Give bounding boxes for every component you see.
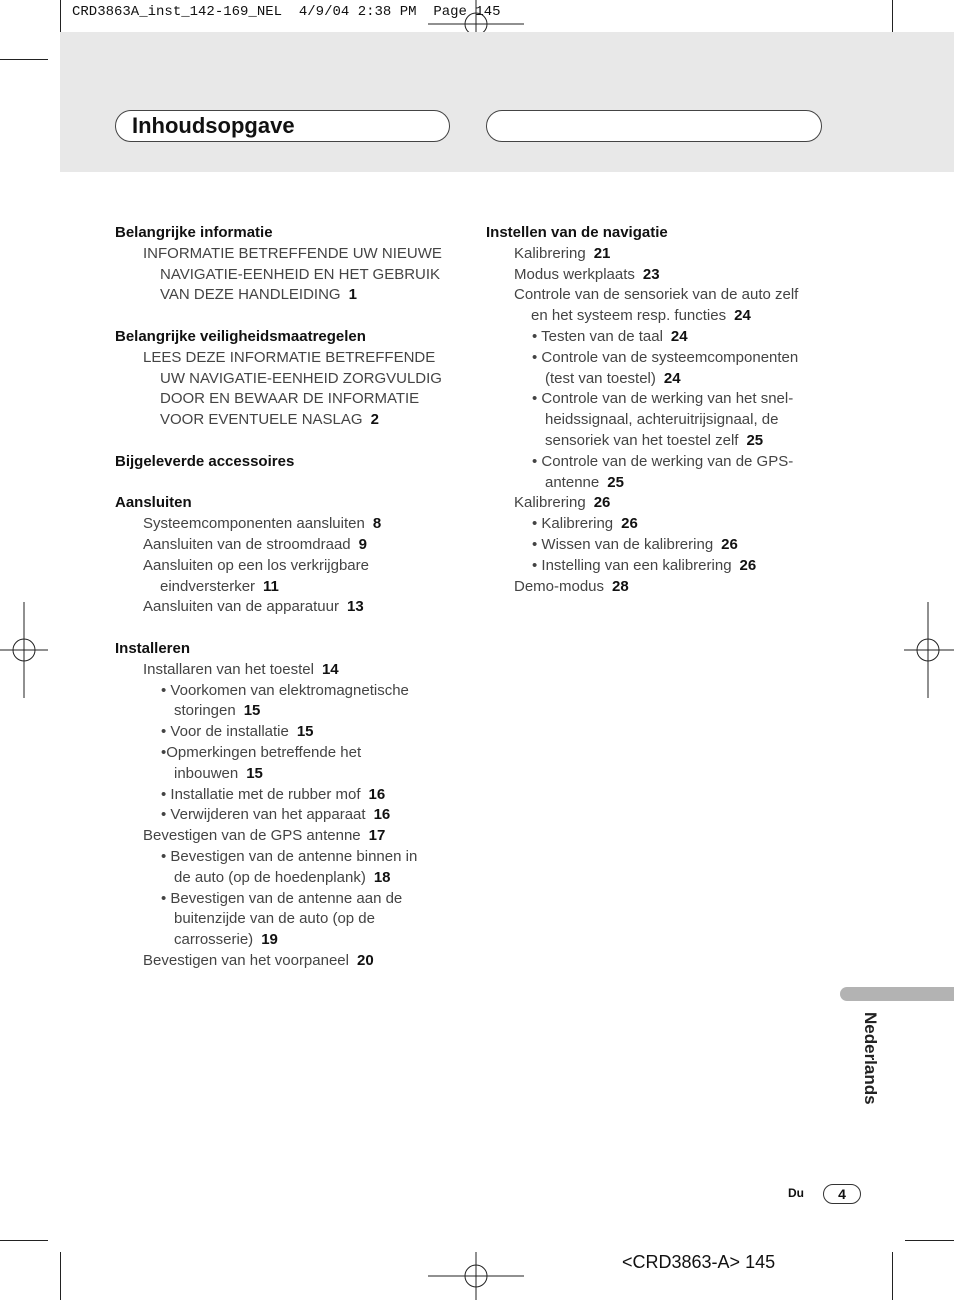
toc-page-number: 18: [373, 868, 391, 886]
toc-entry: [514, 285, 798, 306]
toc-entry: [514, 244, 610, 265]
toc-section-heading: [115, 327, 366, 348]
toc-entry: [161, 743, 361, 764]
toc-text: VOOR EVENTUELE NASLAG: [160, 411, 363, 429]
toc-text: Installaren van het toestel: [143, 660, 314, 678]
toc-page-number: 25: [607, 473, 624, 491]
toc-entry: [161, 785, 385, 806]
toc-page-number: 26: [593, 494, 611, 512]
toc-entry: [160, 577, 279, 598]
toc-page-number: 26: [721, 536, 738, 553]
toc-page-number: 26: [621, 515, 638, 533]
toc-text: UW NAVIGATIE-EENHEID ZORGVULDIG: [160, 369, 442, 387]
toc-page-number: 21: [593, 244, 611, 262]
slug-time: 2:38 PM: [357, 4, 417, 20]
toc-text: • Kalibrering: [532, 515, 614, 533]
toc-page-number: 26: [739, 556, 757, 574]
toc-text: Demo-modus: [514, 577, 605, 595]
slug-date: 4/9/04: [298, 4, 350, 20]
toc-entry: [143, 556, 369, 577]
toc-section-heading: [115, 493, 192, 514]
slug-page-num: 145: [475, 4, 501, 20]
toc-text: • Voorkomen van elektromagnetische: [161, 681, 409, 699]
crop-mark: [60, 1252, 61, 1300]
toc-text: VAN DEZE HANDLEIDING: [160, 286, 341, 304]
toc-entry: [161, 889, 402, 910]
toc-entry: [143, 951, 374, 972]
toc-text: Aansluiten: [115, 494, 192, 512]
toc-entry: [532, 452, 793, 473]
toc-page-number: 8: [372, 515, 382, 533]
slug-file: CRD3863A_inst_142-169_NEL: [72, 4, 283, 20]
toc-text: Kalibrering: [514, 494, 586, 512]
toc-entry: [160, 389, 419, 410]
toc-entry: [514, 577, 629, 598]
registration-mark-icon: [904, 602, 954, 698]
toc-entry: [160, 285, 357, 306]
page-number: 4: [823, 1184, 861, 1204]
toc-entry: [143, 660, 339, 681]
toc-text: Systeemcomponenten aansluiten: [143, 515, 365, 533]
toc-page-number: 25: [746, 432, 764, 449]
toc-page-number: 15: [243, 702, 261, 720]
toc-text: buitenzijde van de auto (op de: [174, 910, 375, 928]
toc-entry: [532, 327, 688, 348]
toc-entry: [532, 535, 738, 556]
toc-entry: [545, 410, 778, 431]
toc-text: Bevestigen van de GPS antenne: [143, 827, 361, 845]
footer-code: <CRD3863-A> 145: [622, 1252, 776, 1272]
toc-text: Aansluiten op een los verkrijgbare: [143, 556, 369, 574]
toc-entry: [143, 514, 381, 535]
toc-page-number: 2: [370, 411, 379, 429]
toc-page-number: 19: [261, 931, 278, 949]
toc-text: Controle van de sensoriek van de auto zelf: [514, 286, 799, 304]
crop-mark: [0, 1240, 48, 1241]
toc-page-number: 16: [368, 785, 386, 803]
toc-page-number: 23: [642, 265, 660, 283]
toc-text: Bevestigen van het voorpaneel: [143, 952, 349, 969]
toc-page-number: 9: [358, 536, 367, 553]
toc-entry: [143, 826, 385, 847]
toc-text: Aansluiten van de stroomdraad: [143, 536, 351, 553]
toc-entry: [514, 493, 610, 514]
crop-mark: [892, 1252, 893, 1300]
slug-page-label: Page: [433, 4, 467, 20]
toc-text: de auto (op de hoedenplank): [174, 868, 366, 886]
toc-entry: [143, 244, 442, 265]
language-tab-bar: [840, 987, 954, 1001]
toc-entry: [174, 764, 263, 785]
page-title-box: [115, 110, 450, 142]
toc-page-number: 15: [246, 764, 263, 782]
toc-page-number: 15: [296, 723, 314, 741]
toc-entry: [532, 348, 798, 369]
toc-entry: [532, 514, 638, 535]
toc-text: en het systeem resp. functies: [531, 307, 727, 325]
language-code: Du: [788, 1186, 804, 1200]
toc-text: INFORMATIE BETREFFENDE UW NIEUWE: [143, 244, 442, 262]
toc-text: Modus werkplaats: [514, 265, 635, 283]
toc-text: (test van toestel): [545, 369, 656, 387]
toc-entry: [161, 805, 390, 826]
toc-text: storingen: [174, 702, 236, 720]
toc-entry: [514, 265, 660, 286]
toc-text: antenne: [545, 473, 600, 491]
toc-text: • Verwijderen van het apparaat: [161, 806, 366, 824]
toc-text: Aansluiten van de apparatuur: [143, 598, 339, 616]
toc-text: • Controle van de werking van de GPS-: [532, 452, 794, 470]
toc-entry: [161, 681, 409, 702]
language-label: Nederlands: [861, 1012, 880, 1105]
toc-text: Belangrijke veiligheidsmaatregelen: [115, 328, 366, 345]
toc-entry: [532, 389, 793, 410]
toc-entry: [174, 701, 260, 722]
toc-section-heading: [115, 452, 294, 473]
toc-page-number: 1: [348, 286, 357, 304]
crop-mark: [905, 1240, 954, 1241]
toc-page-number: 17: [368, 827, 386, 845]
toc-entry: [532, 556, 756, 577]
toc-text: heidssignaal, achteruitrijsignaal, de: [545, 411, 779, 429]
crop-mark: [0, 59, 48, 60]
toc-page-number: 24: [734, 307, 751, 325]
toc-text: • Wissen van de kalibrering: [532, 536, 714, 553]
registration-mark-icon: [0, 602, 48, 698]
toc-entry: [160, 369, 442, 390]
toc-page-number: 13: [346, 598, 364, 616]
toc-text: • Installatie met de rubber mof: [161, 785, 361, 803]
toc-text: inbouwen: [174, 764, 239, 782]
toc-page-number: 16: [373, 806, 391, 824]
toc-entry: [545, 431, 763, 452]
toc-entry: [143, 348, 435, 369]
empty-title-box: [486, 110, 822, 142]
toc-page-number: 20: [356, 952, 374, 969]
toc-page-number: 24: [663, 369, 681, 387]
toc-section-heading: [486, 223, 668, 244]
toc-entry: [545, 473, 624, 494]
toc-section-heading: [115, 639, 190, 660]
toc-text: sensoriek van het toestel zelf: [545, 432, 739, 449]
toc-text: • Controle van de werking van het snel-: [532, 390, 794, 408]
toc-section-heading: [115, 223, 273, 244]
toc-text: • Instelling van een kalibrering: [532, 556, 732, 574]
page-title: Inhoudsopgave: [132, 113, 295, 138]
toc-page-number: 24: [670, 328, 688, 345]
toc-text: • Bevestigen van de antenne binnen in: [161, 848, 418, 865]
toc-entry: [143, 597, 364, 618]
toc-entry: [174, 868, 391, 889]
toc-text: • Testen van de taal: [532, 328, 663, 345]
toc-text: Bijgeleverde accessoires: [115, 452, 295, 470]
toc-text: •Opmerkingen betreffende het: [161, 744, 362, 761]
toc-entry: [143, 535, 367, 556]
toc-text: Kalibrering: [514, 244, 586, 262]
toc-entry: [161, 847, 417, 868]
toc-page-number: 14: [321, 660, 339, 678]
toc-entry: [531, 306, 751, 327]
toc-page-number: 11: [263, 577, 279, 595]
toc-text: NAVIGATIE-EENHEID EN HET GEBRUIK: [160, 265, 441, 283]
header-band: [60, 32, 954, 172]
toc-text: LEES DEZE INFORMATIE BETREFFENDE: [143, 348, 436, 366]
toc-entry: [174, 909, 375, 930]
toc-text: eindversterker: [160, 577, 256, 595]
toc-text: Belangrijke informatie: [115, 224, 273, 241]
toc-text: • Bevestigen van de antenne aan de: [161, 889, 403, 907]
toc-entry: [174, 930, 278, 951]
toc-entry: [161, 722, 314, 743]
toc-text: Instellen van de navigatie: [486, 224, 668, 241]
toc-text: • Controle van de systeemcomponenten: [532, 348, 799, 366]
toc-text: DOOR EN BEWAAR DE INFORMATIE: [160, 390, 420, 408]
toc-entry: [160, 265, 440, 286]
toc-entry: [160, 410, 379, 431]
toc-page-number: 28: [612, 577, 629, 595]
toc-text: • Voor de installatie: [161, 723, 289, 741]
toc-entry: [545, 369, 681, 390]
toc-text: Installeren: [115, 640, 191, 657]
registration-mark-icon: [428, 1252, 524, 1300]
toc-text: carrosserie): [174, 931, 254, 949]
